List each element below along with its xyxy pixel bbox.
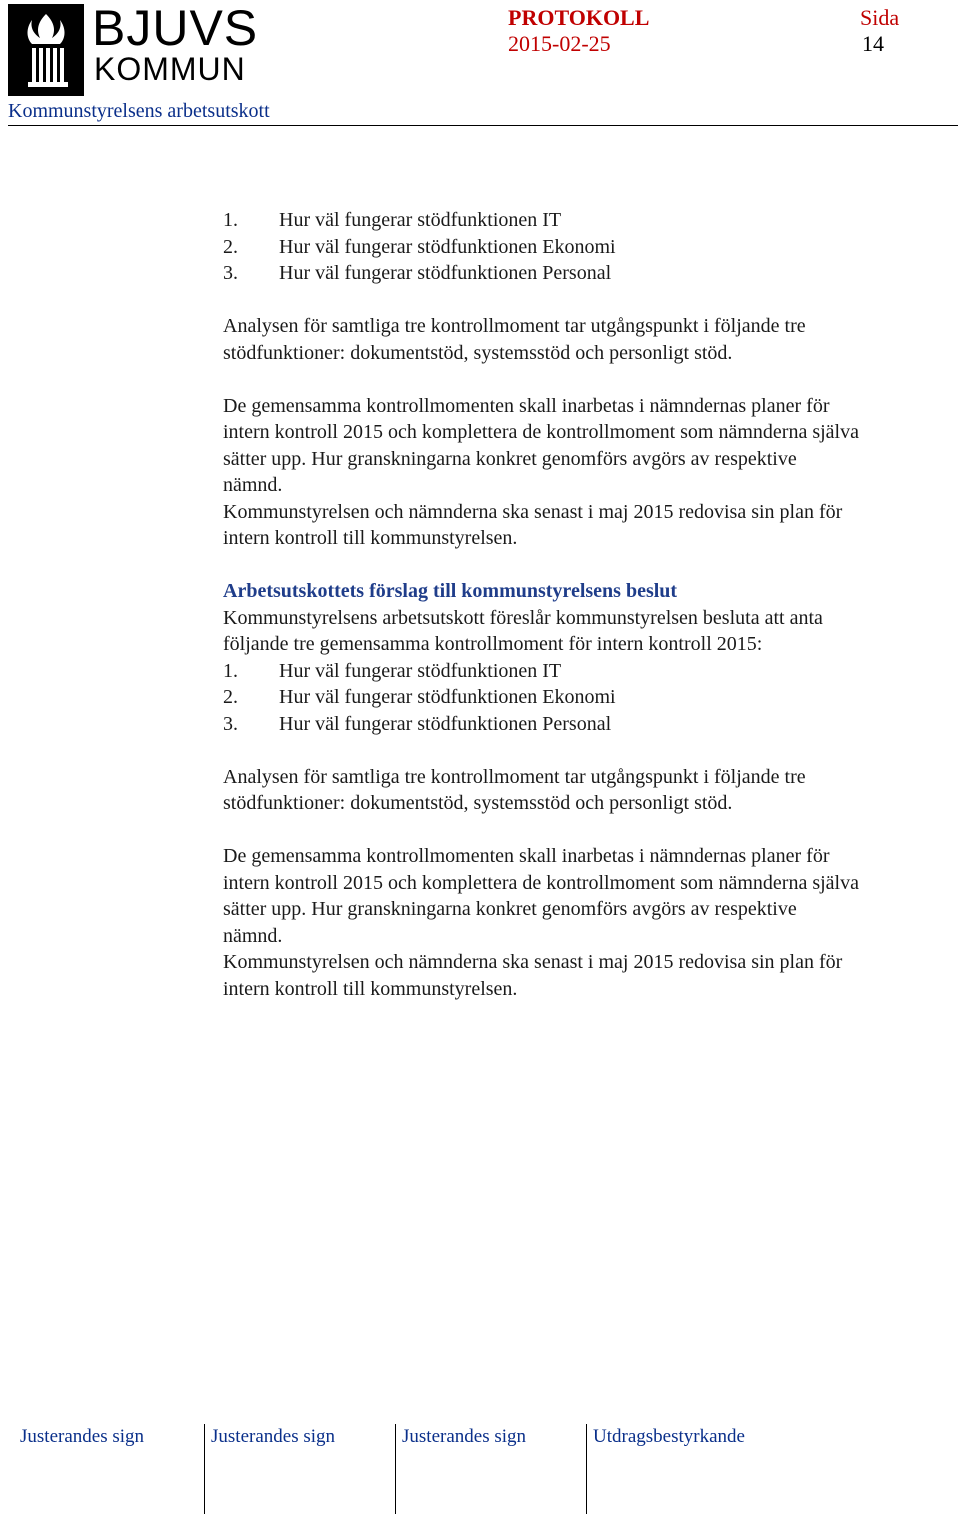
list-item: [223, 711, 960, 738]
list-text: Hur väl fungerar stödfunktionen Personal: [279, 712, 612, 735]
list-text: Hur väl fungerar stödfunktionen IT: [279, 659, 562, 682]
list-item: [223, 234, 960, 261]
list-text: Hur väl fungerar stödfunktionen IT: [279, 209, 562, 231]
function-list-2: [223, 658, 960, 738]
text-line: Kommunstyrelsens arbetsutskott föreslår kommunstyrelsen besluta att anta: [223, 606, 823, 629]
list-number: 1.: [223, 209, 238, 231]
text-line: intern kontroll till kommunstyrelsen.: [223, 977, 518, 1000]
proposal-intro: [223, 605, 960, 658]
text-line: intern kontroll 2015 och komplettera de kontrollmoment som nämnderna själva: [223, 421, 859, 443]
list-number: 3.: [223, 712, 238, 735]
list-item: [223, 207, 960, 234]
municipality-logo: [8, 4, 84, 96]
text-line: Kommunstyrelsen och nämnderna ska senast i maj 2015 redovisa sin plan för: [223, 500, 843, 523]
page-number: 14: [862, 31, 884, 56]
signature-divider: [395, 1424, 396, 1514]
page-label: Sida: [860, 5, 900, 30]
text-line: De gemensamma kontrollmomenten skall inarbetas i nämndernas planer för: [223, 394, 830, 417]
document-date: 2015-02-25: [508, 31, 611, 56]
org-name: BJUVS: [92, 0, 259, 56]
text-line: intern kontroll 2015 och komplettera de kontrollmoment som nämnderna själva: [223, 871, 859, 894]
text-line: intern kontroll till kommunstyrelsen.: [223, 527, 518, 549]
list-item: [223, 684, 960, 711]
list-number: 2.: [223, 686, 238, 708]
analysis-paragraph-1: [223, 313, 960, 366]
common-controls-paragraph-2: [223, 843, 960, 1002]
list-text: Hur väl fungerar stödfunktionen Ekonomi: [279, 235, 616, 258]
text-line: följande tre gemensamma kontrollmoment för intern kontroll 2015:: [223, 633, 763, 655]
signature-label: Justerandes sign: [211, 1426, 336, 1447]
document-body: [223, 207, 960, 1002]
analysis-paragraph-2: [223, 764, 960, 817]
proposal-heading: Arbetsutskottets förslag till kommunstyrelsens beslut: [223, 580, 678, 602]
text-line: nämnd.: [223, 474, 283, 496]
text-line: stödfunktioner: dokumentstöd, systemsstöd och personligt stöd.: [223, 792, 733, 814]
list-item: [223, 658, 960, 685]
signature-label: Justerandes sign: [402, 1426, 527, 1447]
signature-divider: [586, 1424, 587, 1514]
document-type: PROTOKOLL: [508, 5, 650, 30]
common-controls-paragraph-1: [223, 393, 960, 552]
signature-label: Justerandes sign: [20, 1426, 145, 1447]
org-subtitle: KOMMUN: [94, 51, 246, 87]
signature-footer: [0, 1424, 960, 1514]
list-text: Hur väl fungerar stödfunktionen Personal: [279, 262, 612, 284]
function-list-1: [223, 207, 960, 287]
list-number: 1.: [223, 659, 238, 682]
signature-label: Utdragsbestyrkande: [593, 1426, 745, 1447]
committee-name: Kommunstyrelsens arbetsutskott: [8, 100, 270, 122]
header-divider: [8, 125, 958, 126]
list-number: 3.: [223, 262, 238, 284]
text-line: Kommunstyrelsen och nämnderna ska senast i maj 2015 redovisa sin plan för: [223, 951, 843, 973]
text-line: sätter upp. Hur granskningarna konkret genomförs avgörs av respektive: [223, 447, 797, 470]
signature-divider: [204, 1424, 205, 1514]
text-line: De gemensamma kontrollmomenten skall inarbetas i nämndernas planer för: [223, 845, 830, 867]
text-line: Analysen för samtliga tre kontrollmoment tar utgångspunkt i följande tre: [223, 765, 806, 788]
list-number: 2.: [223, 235, 238, 258]
list-item: [223, 260, 960, 287]
text-line: sätter upp. Hur granskningarna konkret genomförs avgörs av respektive: [223, 898, 797, 920]
text-line: nämnd.: [223, 924, 283, 947]
list-text: Hur väl fungerar stödfunktionen Ekonomi: [279, 686, 616, 708]
text-line: Analysen för samtliga tre kontrollmoment tar utgångspunkt i följande tre: [223, 315, 806, 337]
text-line: stödfunktioner: dokumentstöd, systemsstöd och personligt stöd.: [223, 341, 733, 364]
